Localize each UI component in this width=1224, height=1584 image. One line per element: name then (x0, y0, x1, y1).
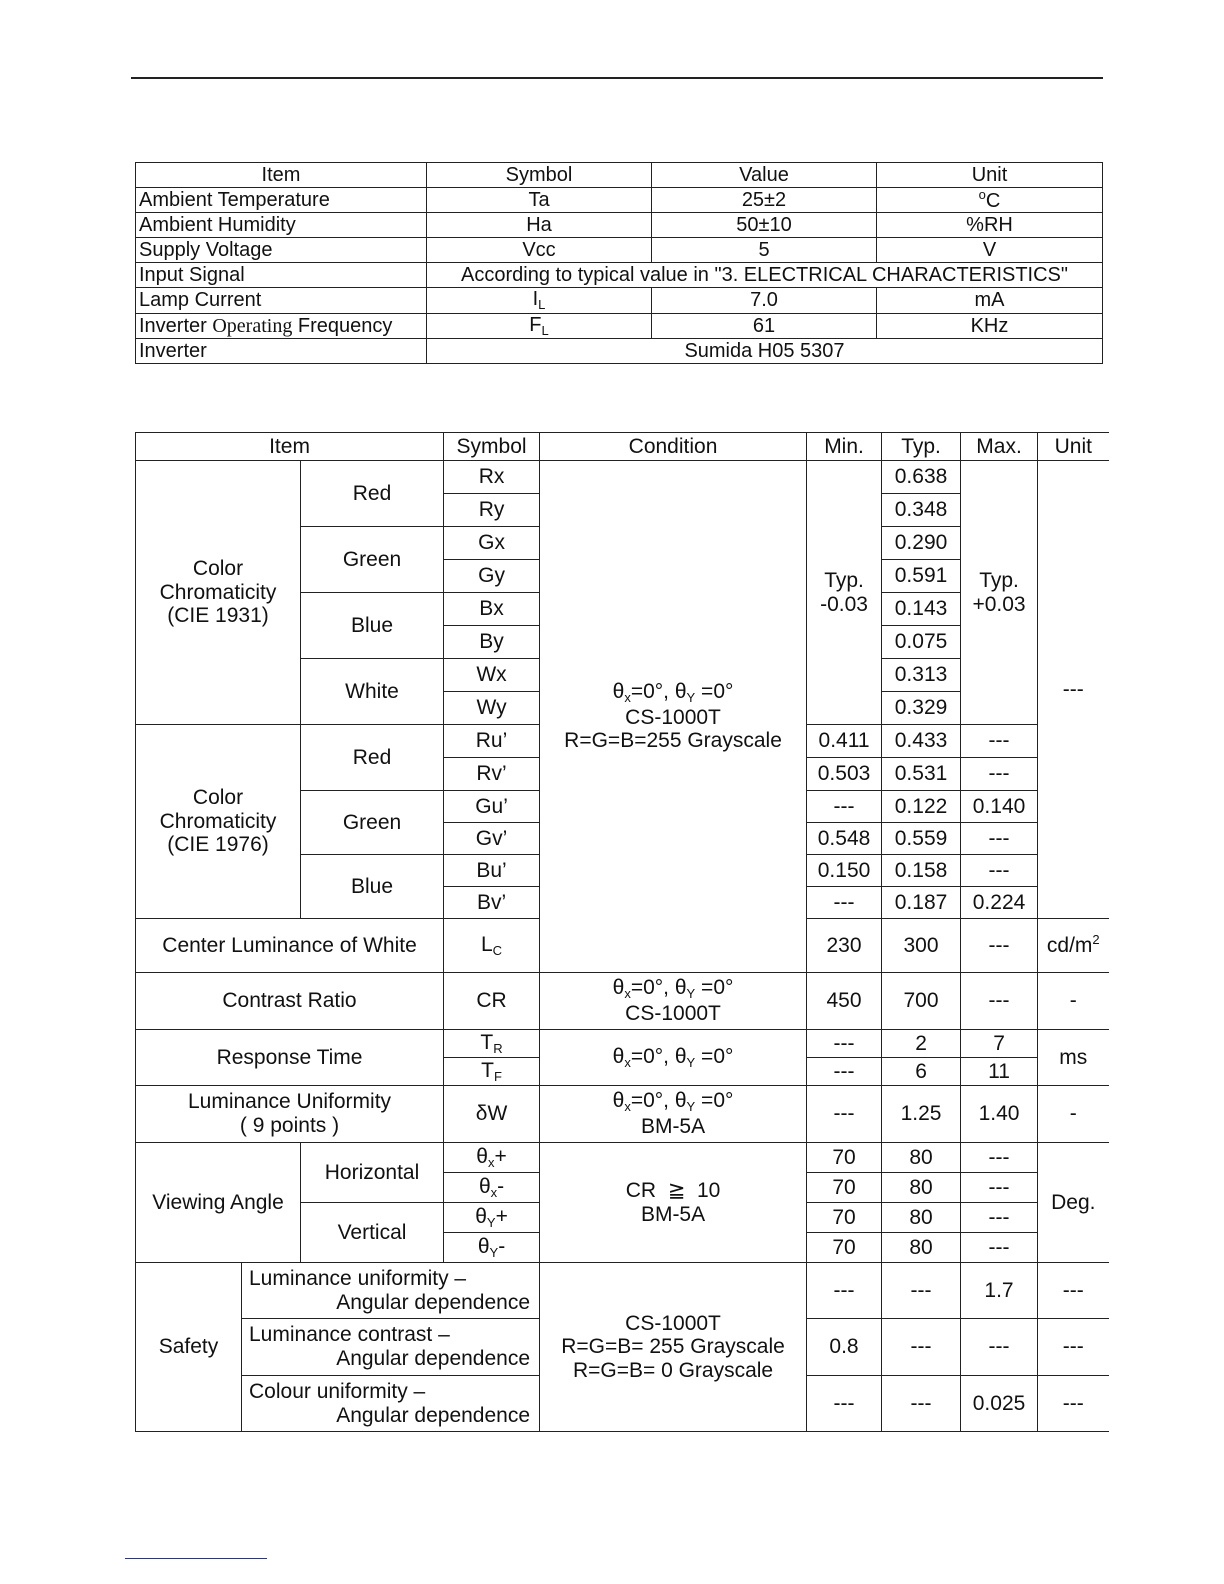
cell-unit: - (1038, 1086, 1109, 1143)
cell-item: Contrast Ratio (136, 973, 444, 1030)
cell-symbol (444, 1233, 540, 1263)
cell-typ: 80 (882, 1173, 961, 1203)
table-row (136, 263, 1103, 288)
cell-typ: 0.591 (882, 560, 961, 593)
table-row (136, 461, 1109, 494)
cell-max: --- (961, 1203, 1038, 1233)
label-line: (CIE 1976) (167, 833, 269, 857)
color-unit: --- (1038, 461, 1109, 919)
cell-condition (540, 1030, 807, 1086)
condition-instrument: CS-1000T (625, 1311, 721, 1335)
cell-max: 11 (961, 1058, 1038, 1086)
item-line: Colour uniformity – (249, 1379, 426, 1403)
group-name: Green (301, 527, 444, 593)
max-line: Typ. (979, 568, 1019, 592)
sign-text: + (494, 1144, 507, 1168)
condition-pattern: R=G=B=255 Grayscale (564, 729, 782, 753)
cell-max: 1.40 (961, 1086, 1038, 1143)
cell-typ: 700 (882, 973, 961, 1030)
header-item: Item (136, 163, 427, 188)
safety-item (242, 1319, 540, 1376)
table-row (136, 1030, 1109, 1058)
cell-symbol (444, 1143, 540, 1173)
condition-text: =0° (695, 1089, 734, 1113)
group-name: Green (301, 791, 444, 855)
cell-max: 0.224 (961, 887, 1038, 919)
group-name: White (301, 659, 444, 725)
cell-condition (540, 1263, 807, 1432)
cell-typ: 0.433 (882, 725, 961, 758)
cell-unit: ms (1038, 1030, 1109, 1086)
theta-symbol: θ (477, 1234, 490, 1258)
symbol-text: I (532, 288, 539, 311)
cell-item: Center Luminance of White (136, 919, 444, 973)
table-row (136, 973, 1109, 1030)
cie1931-min (807, 461, 882, 725)
cell-symbol: Rx (444, 461, 540, 494)
cell-typ: 0.638 (882, 461, 961, 494)
cell-typ: 80 (882, 1203, 961, 1233)
condition-instrument: CS-1000T (625, 1002, 721, 1026)
symbol-subscript: R (493, 1040, 503, 1056)
footer-link-rule (125, 1558, 267, 1559)
cell-min: --- (807, 1376, 882, 1432)
item-text: Inverter (139, 315, 213, 338)
cell-value: 50±10 (652, 213, 877, 238)
cell-min: 230 (807, 919, 882, 973)
condition-cr: CR ≧ 10 (625, 1178, 721, 1202)
unit-superscript: 2 (1092, 932, 1100, 948)
cell-symbol: Ta (427, 188, 652, 213)
symbol-subscript: L (541, 322, 549, 338)
color-condition (540, 461, 807, 973)
header-typ: Typ. (882, 433, 961, 461)
cell-unit: %RH (877, 213, 1103, 238)
cell-typ: 0.075 (882, 626, 961, 659)
item-line: Angular dependence (336, 1290, 531, 1314)
table-row (136, 313, 1103, 339)
header-item: Item (136, 433, 444, 461)
symbol-text: T (481, 1058, 494, 1082)
label-line: Chromaticity (159, 809, 277, 833)
min-line: -0.03 (820, 592, 868, 616)
cell-max: --- (961, 725, 1038, 758)
cell-typ: --- (882, 1263, 961, 1319)
cell-min: 0.503 (807, 758, 882, 791)
header-symbol: Symbol (427, 163, 652, 188)
cell-symbol: Ha (427, 213, 652, 238)
cell-item: Input Signal (136, 263, 427, 288)
cell-min: 70 (807, 1203, 882, 1233)
cell-unit: - (1038, 973, 1109, 1030)
theta-symbol: θ (478, 1174, 491, 1198)
cell-symbol (444, 1058, 540, 1086)
group-name: Red (301, 461, 444, 527)
cell-max: --- (961, 1319, 1038, 1376)
cell-max: --- (961, 758, 1038, 791)
cell-typ: 80 (882, 1143, 961, 1173)
item-line: Luminance Uniformity (187, 1090, 392, 1114)
cell-unit (1038, 919, 1109, 973)
cell-symbol: Wy (444, 692, 540, 725)
cell-typ: 6 (882, 1058, 961, 1086)
theta-subscript: Y (686, 690, 696, 706)
theta-symbol: θ (475, 1204, 487, 1228)
cie1931-label (136, 461, 301, 725)
symbol-text: F (529, 313, 542, 336)
cell-value: 7.0 (652, 288, 877, 314)
cell-condition (540, 1086, 807, 1143)
cell-min: 450 (807, 973, 882, 1030)
table-row (136, 213, 1103, 238)
theta-symbol: θ (612, 680, 625, 704)
header-unit: Unit (877, 163, 1103, 188)
cell-symbol (444, 919, 540, 973)
condition-text: =0° (695, 976, 734, 1000)
theta-subscript: x (487, 1154, 495, 1170)
cell-item: Lamp Current (136, 288, 427, 314)
item-text: Frequency (292, 315, 393, 338)
cie1976-label (136, 725, 301, 919)
header-max: Max. (961, 433, 1038, 461)
cell-max: 1.7 (961, 1263, 1038, 1319)
header-unit: Unit (1038, 433, 1109, 461)
cell-unit: --- (1038, 1376, 1109, 1432)
cell-symbol: Wx (444, 659, 540, 692)
cell-min: --- (807, 1030, 882, 1058)
cell-max: --- (961, 1233, 1038, 1263)
cell-unit: mA (877, 288, 1103, 314)
cell-min: 70 (807, 1173, 882, 1203)
item-line: Luminance contrast – (249, 1323, 450, 1347)
group-name: Blue (301, 855, 444, 919)
sign-text: + (495, 1204, 508, 1228)
cell-min: 70 (807, 1233, 882, 1263)
cell-symbol: Gu’ (444, 791, 540, 823)
cell-typ: 0.143 (882, 593, 961, 626)
table-row (136, 188, 1103, 213)
max-line: +0.03 (972, 592, 1026, 616)
group-name: Blue (301, 593, 444, 659)
theta-subscript: Y (489, 1244, 499, 1260)
condition-text: =0°, θ (630, 680, 687, 704)
cell-symbol: Gv’ (444, 823, 540, 855)
cell-max: 0.140 (961, 791, 1038, 823)
theta-subscript: Y (686, 1054, 696, 1070)
table-row (136, 1263, 1109, 1319)
cell-item: Safety (136, 1263, 242, 1432)
cell-item: Ambient Humidity (136, 213, 427, 238)
cell-value: 25±2 (652, 188, 877, 213)
cell-min: 70 (807, 1143, 882, 1173)
group-name: Red (301, 725, 444, 791)
table-row (136, 1086, 1109, 1143)
condition-pattern: R=G=B= 255 Grayscale (561, 1335, 785, 1359)
sign-text: - (497, 1174, 505, 1198)
cell-item: Inverter (136, 339, 427, 364)
cell-symbol: Bu’ (444, 855, 540, 887)
item-line: Angular dependence (336, 1403, 531, 1427)
sign-text: - (498, 1234, 506, 1258)
cell-symbol: Ru’ (444, 725, 540, 758)
cell-typ: 80 (882, 1233, 961, 1263)
cell-typ: --- (882, 1319, 961, 1376)
label-line: Chromaticity (159, 580, 277, 604)
cell-item: Viewing Angle (136, 1143, 301, 1263)
cell-min: --- (807, 887, 882, 919)
cell-max: --- (961, 855, 1038, 887)
cell-max: --- (961, 1143, 1038, 1173)
safety-item (242, 1376, 540, 1432)
cell-typ: 0.290 (882, 527, 961, 560)
theta-symbol: θ (612, 976, 625, 1000)
cell-min: 0.8 (807, 1319, 882, 1376)
cell-symbol: Bv’ (444, 887, 540, 919)
condition-instrument: BM-5A (640, 1202, 706, 1226)
cell-item (136, 1086, 444, 1143)
cell-value: 5 (652, 238, 877, 263)
cell-min: --- (807, 1086, 882, 1143)
header-symbol: Symbol (444, 433, 540, 461)
condition-text: =0° (695, 1044, 734, 1068)
symbol-subscript: F (493, 1068, 502, 1084)
header-rule (131, 77, 1103, 79)
condition-instrument: CS-1000T (625, 705, 721, 729)
cie1931-max (961, 461, 1038, 725)
cell-item: Ambient Temperature (136, 188, 427, 213)
item-text-serif: Operating (212, 315, 293, 338)
cell-item: Supply Voltage (136, 238, 427, 263)
cell-unit: --- (1038, 1319, 1109, 1376)
cell-min: 0.150 (807, 855, 882, 887)
cell-item: Response Time (136, 1030, 444, 1086)
group-name: Vertical (301, 1203, 444, 1263)
cell-note: According to typical value in "3. ELECTRICAL CHARACTERISTICS" (427, 263, 1103, 288)
condition-angles (540, 976, 806, 1002)
cell-unit: KHz (877, 313, 1103, 339)
cell-typ: 0.122 (882, 791, 961, 823)
symbol-subscript: C (492, 942, 503, 958)
table-header-row (136, 163, 1103, 188)
cell-symbol: Ry (444, 494, 540, 527)
table-row (136, 1143, 1109, 1173)
label-line: Color (192, 786, 244, 810)
optical-spec-table (135, 432, 1109, 1432)
item-line: ( 9 points ) (239, 1114, 340, 1137)
cell-symbol: Rv’ (444, 758, 540, 791)
cell-max: 0.025 (961, 1376, 1038, 1432)
cell-max: --- (961, 823, 1038, 855)
theta-symbol: θ (476, 1144, 488, 1168)
cell-typ: 0.531 (882, 758, 961, 791)
cell-unit (877, 188, 1103, 213)
theta-subscript: Y (686, 986, 696, 1002)
cell-max: --- (961, 973, 1038, 1030)
cell-max: 7 (961, 1030, 1038, 1058)
condition-pattern: R=G=B= 0 Grayscale (572, 1358, 774, 1382)
condition-text: =0°, θ (630, 1089, 687, 1113)
cell-typ: --- (882, 1376, 961, 1432)
cell-unit: V (877, 238, 1103, 263)
table-header-row (136, 433, 1109, 461)
table-row (136, 238, 1103, 263)
condition-angles (540, 1089, 806, 1115)
cell-symbol: Gy (444, 560, 540, 593)
cell-min: --- (807, 1058, 882, 1086)
theta-subscript: Y (686, 1099, 696, 1115)
safety-item (242, 1263, 540, 1319)
symbol-text: L (480, 932, 493, 956)
cell-max: --- (961, 919, 1038, 973)
item-line: Angular dependence (336, 1347, 531, 1370)
cell-min: 0.411 (807, 725, 882, 758)
theta-subscript: x (624, 1099, 631, 1115)
cell-min: 0.548 (807, 823, 882, 855)
cell-symbol (427, 313, 652, 339)
label-line: (CIE 1931) (167, 604, 269, 628)
symbol-subscript: L (538, 297, 546, 313)
condition-text: =0°, θ (630, 976, 687, 1000)
cell-condition (540, 973, 807, 1030)
cell-typ: 1.25 (882, 1086, 961, 1143)
min-line: Typ. (824, 568, 864, 592)
cell-value: 61 (652, 313, 877, 339)
header-value: Value (652, 163, 877, 188)
cell-note: Sumida H05 5307 (427, 339, 1103, 364)
table-row (136, 288, 1103, 314)
cell-typ: 0.559 (882, 823, 961, 855)
cell-symbol: Vcc (427, 238, 652, 263)
theta-subscript: x (624, 690, 631, 706)
unit-text: cd/m (1046, 934, 1093, 958)
cell-symbol (427, 288, 652, 314)
cell-min: --- (807, 1263, 882, 1319)
theta-subscript: x (490, 1184, 498, 1200)
cell-item (136, 313, 427, 339)
cell-symbol (444, 1030, 540, 1058)
cell-unit: --- (1038, 1263, 1109, 1319)
cell-typ: 0.329 (882, 692, 961, 725)
cell-condition (540, 1143, 807, 1263)
cell-symbol: Gx (444, 527, 540, 560)
cell-symbol (444, 1203, 540, 1233)
item-line: Luminance uniformity – (249, 1266, 467, 1290)
cell-typ: 0.313 (882, 659, 961, 692)
cell-unit: Deg. (1038, 1143, 1109, 1263)
cell-typ: 0.158 (882, 855, 961, 887)
condition-text: =0°, θ (630, 1044, 687, 1068)
label-line: Color (192, 557, 244, 581)
theta-symbol: θ (612, 1044, 625, 1068)
cell-typ: 0.348 (882, 494, 961, 527)
group-name: Horizontal (301, 1143, 444, 1203)
condition-angles (540, 680, 806, 706)
table-row (136, 339, 1103, 364)
cell-symbol: CR (444, 973, 540, 1030)
cell-typ: 300 (882, 919, 961, 973)
header-condition: Condition (540, 433, 807, 461)
cell-symbol: δW (444, 1086, 540, 1143)
theta-subscript: x (624, 986, 631, 1002)
header-min: Min. (807, 433, 882, 461)
cell-max: --- (961, 1173, 1038, 1203)
cell-typ: 2 (882, 1030, 961, 1058)
cell-min: --- (807, 791, 882, 823)
degree-mark: o (978, 187, 986, 202)
cell-symbol: By (444, 626, 540, 659)
condition-text: =0° (695, 680, 734, 704)
cell-symbol (444, 1173, 540, 1203)
theta-subscript: Y (486, 1214, 496, 1230)
symbol-text: T (480, 1030, 494, 1054)
condition-instrument: BM-5A (640, 1115, 706, 1139)
unit-text: C (985, 190, 1001, 212)
cell-typ: 0.187 (882, 887, 961, 919)
measuring-conditions-table (135, 162, 1103, 364)
theta-symbol: θ (612, 1089, 625, 1113)
cell-symbol: Bx (444, 593, 540, 626)
theta-subscript: x (624, 1054, 631, 1070)
